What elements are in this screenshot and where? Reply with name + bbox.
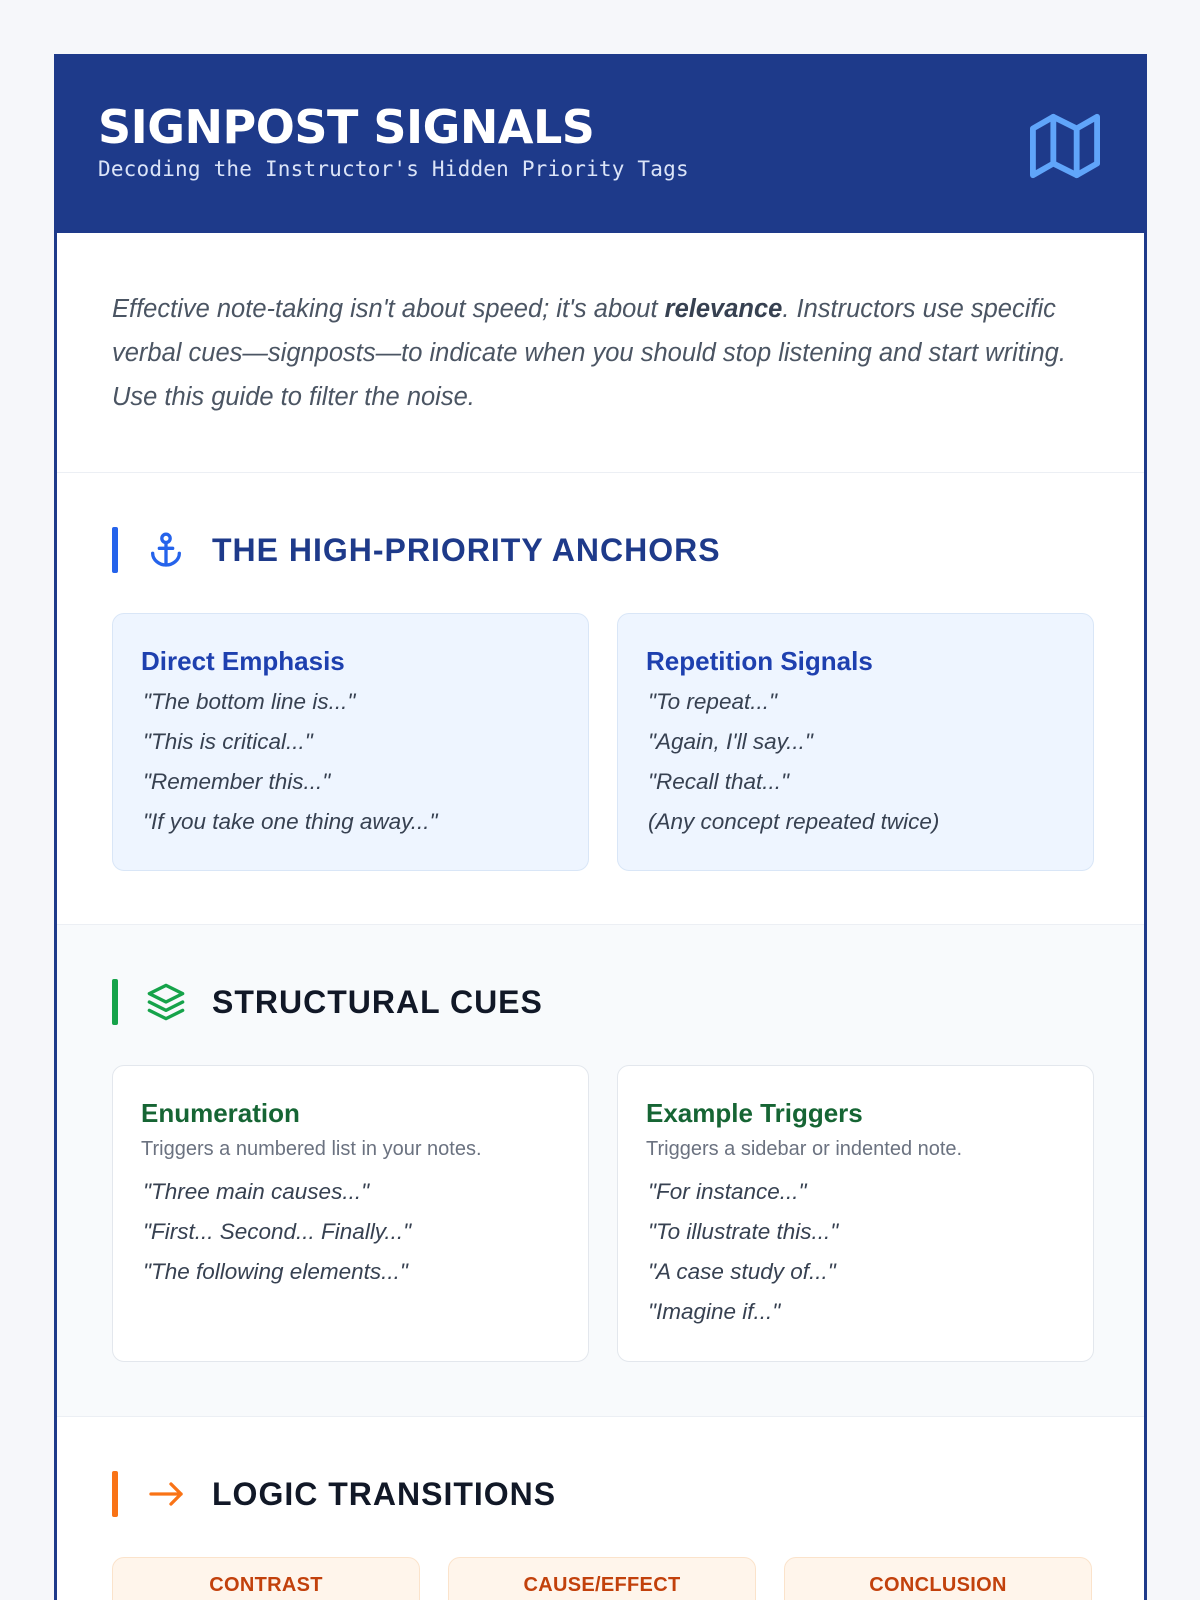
arrow-right-icon	[146, 1474, 186, 1514]
card-example-triggers	[617, 1065, 1094, 1362]
section-heading	[112, 527, 721, 573]
list-item: "To illustrate this..."	[648, 1219, 839, 1244]
pill-cause-effect	[448, 1557, 756, 1600]
list-item: "A case study of..."	[648, 1259, 836, 1284]
list-item: (Any concept repeated twice)	[648, 809, 940, 834]
signpost-card	[54, 54, 1147, 1600]
pill-label: CONTRAST	[209, 1574, 323, 1596]
card-title: Direct Emphasis	[141, 646, 345, 676]
card-enumeration	[112, 1065, 589, 1362]
section-title: STRUCTURAL CUES	[212, 983, 543, 1020]
list-item: "The bottom line is..."	[143, 689, 356, 714]
pill-label: CONCLUSION	[869, 1574, 1007, 1596]
card-description: Triggers a sidebar or indented note.	[646, 1138, 963, 1160]
list-item: "If you take one thing away..."	[143, 809, 438, 834]
page-subtitle: Decoding the Instructor's Hidden Priority Tags	[98, 157, 689, 181]
list-item: "Remember this..."	[143, 769, 331, 794]
section-heading	[112, 979, 543, 1025]
card-title: Example Triggers	[646, 1098, 863, 1128]
pill-conclusion	[784, 1557, 1092, 1600]
map-icon	[1030, 111, 1100, 181]
list-item: "First... Second... Finally..."	[143, 1219, 412, 1244]
section-title: LOGIC TRANSITIONS	[212, 1475, 557, 1512]
card-title: Repetition Signals	[646, 646, 873, 676]
section-heading	[112, 1471, 556, 1517]
list-item: "This is critical..."	[143, 729, 313, 754]
intro-emphasis: relevance	[664, 295, 783, 323]
list-item: "For instance..."	[648, 1179, 807, 1204]
list-item: "Again, I'll say..."	[648, 729, 813, 754]
accent-bar	[112, 1471, 118, 1517]
card-direct-emphasis	[112, 613, 589, 871]
layers-icon	[146, 982, 186, 1022]
pill-contrast	[112, 1557, 420, 1600]
page-title: SIGNPOST SIGNALS	[98, 100, 595, 154]
accent-bar	[112, 527, 118, 573]
card-title: Enumeration	[141, 1098, 300, 1128]
list-item: "The following elements..."	[143, 1259, 408, 1284]
list-item: "Imagine if..."	[648, 1299, 781, 1324]
card-repetition-signals	[617, 613, 1094, 871]
section-logic	[57, 1417, 1144, 1600]
intro-text: Effective note-taking isn't about speed; it's about relevance. Instructors use specific verbal cues—signposts—to indicate when you should stop listening and start writing. Use this guide to filter the noise.	[112, 295, 1066, 411]
pill-label: CAUSE/EFFECT	[523, 1574, 681, 1596]
list-item: "Three main causes..."	[143, 1179, 370, 1204]
intro-section	[57, 233, 1144, 473]
page-header	[57, 57, 1144, 233]
accent-bar	[112, 979, 118, 1025]
section-anchors	[57, 473, 1144, 925]
list-item: "Recall that..."	[648, 769, 790, 794]
anchor-icon	[146, 530, 186, 570]
list-item: "To repeat..."	[648, 689, 777, 714]
section-structural	[57, 925, 1144, 1417]
section-title: THE HIGH-PRIORITY ANCHORS	[212, 531, 721, 568]
card-description: Triggers a numbered list in your notes.	[141, 1138, 482, 1160]
